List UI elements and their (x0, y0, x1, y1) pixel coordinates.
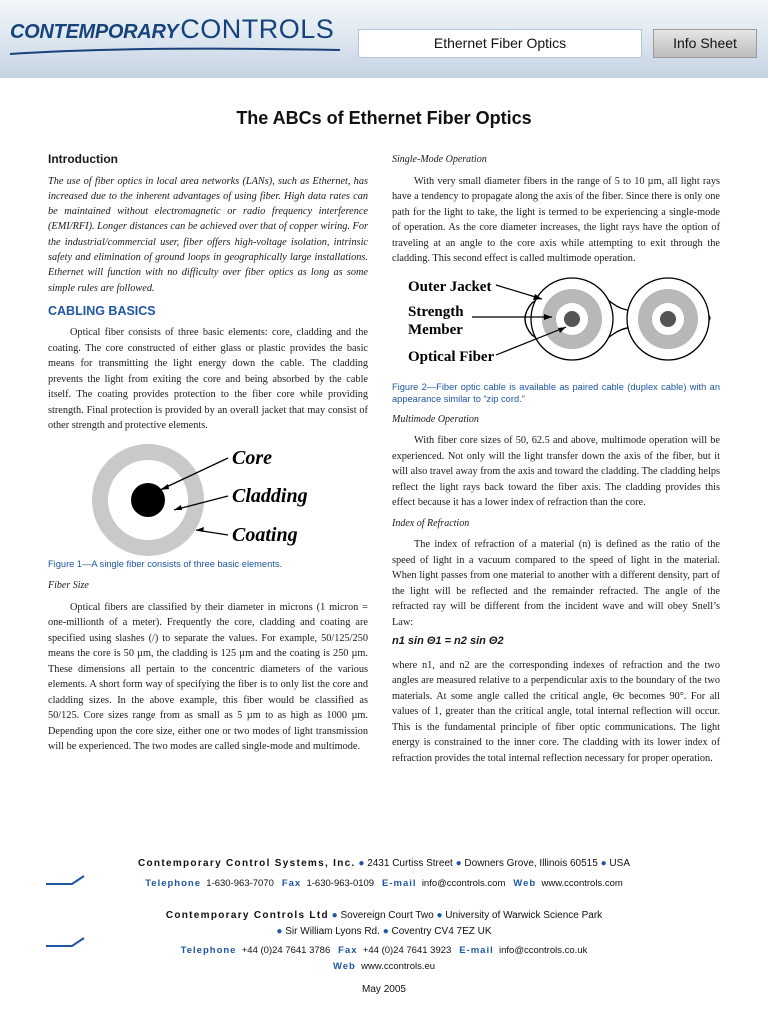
cladding-label: Cladding (232, 484, 308, 507)
refraction-text-2: where n1, and n2 are the corresponding indexes of refraction and the two angles are measured relative to a perpendicular axis to the boundary of the two materials. At some angle called the critical angle, Θc becomes 90°. For all values of 1, greater than the critical angle, total internal reflection will occur. This is the fundamental principle of fiber optic communications. The light energy is constrained to the inner core. The cladding with its lower index of refraction provides the total internal reflection necessary for proper operation. (392, 659, 720, 764)
us-street: 2431 Curtiss Street (367, 858, 453, 869)
uk-road: Sir William Lyons Rd. (285, 926, 380, 937)
figure-1-caption: Figure 1—A single fiber consists of three basic elements. (48, 558, 283, 569)
snells-law-formula: n1 sin Θ1 = n2 sin Θ2 (392, 635, 504, 647)
publication-date: May 2005 (362, 984, 406, 995)
uk-fax-label: Fax (338, 945, 358, 956)
uk-address-line: Contemporary Controls Ltd ● Sovereign Court Two ● University of Warwick Science Park (165, 910, 603, 921)
us-contact-line (0, 878, 768, 889)
uk-footer-swoosh-icon (44, 936, 86, 948)
us-email-link[interactable]: info@ccontrols.com (421, 878, 506, 889)
core-circle (131, 483, 165, 517)
refraction-text: The index of refraction of a material (n) is defined as the ratio of the speed of light in a vacuum compared to the speed of light in the material. When light passes from one material to another with a different density, part of the light will be reflected and the remainder refracted. The angle of the refracted ray will be different from the incident wave and will obey Snell’s Law: (392, 539, 720, 628)
uk-contact-line (0, 945, 768, 956)
cabling-text: Optical fiber consists of three basic elements: core, cladding and the coating. The core constructed of either glass or plastic provides the basic means for transmitting the light energy down the cable. The cladding prevents the light from exiting the core and being absorbed by the cable itself. The coating provides protection to the fiber core while providing strength. Final protection is provided by an overall jacket that may consist of other strength and protective elements. (48, 327, 368, 432)
fiber-size-text: Optical fibers are classified by their diameter in microns (1 micron = one-millionth of a meter). Frequently the core, cladding and coating are specified using slashes (/) to separate the values. For example, 50/125/250 means the core is 50 µm, the cladding is 125 µm and the coating is 250 µm. These dimensions all pertain to the concentric diameters of the various elements. A short form way of specifying the fiber is to only list the core and cladding sizes. In the above example, this fiber would be classified as 50/125. Core sizes range from as small as 5 µm to as high as 1000 µm. Depending upon the core size, either one or two modes of light transmission will be experienced. The two modes are called single-mode and multimode. (48, 601, 368, 753)
fiber-size-heading: Fiber Size (48, 580, 89, 592)
uk-address-line-2: ● Sir William Lyons Rd. ● Coventry CV4 7EZ UK (276, 926, 492, 937)
uk-email-label: E-mail (459, 945, 494, 956)
company-logo (10, 14, 334, 45)
uk-email-link[interactable]: info@ccontrols.co.uk (499, 945, 588, 956)
right-fiber-core (660, 311, 676, 327)
us-footer-swoosh-icon (44, 874, 86, 886)
logo-word-controls: CONTROLS (180, 14, 335, 44)
doc-title-box: Ethernet Fiber Optics (358, 29, 642, 58)
us-fax: 1-630-963-0109 (306, 878, 375, 889)
us-company-name: Contemporary Control Systems, Inc. (138, 858, 356, 869)
us-country: USA (609, 858, 630, 869)
page-title: The ABCs of Ethernet Fiber Optics (236, 108, 532, 128)
intro-heading: Introduction (48, 152, 118, 166)
figure-2-duplex-cable-diagram (392, 273, 720, 379)
logo-word-contemporary: CONTEMPORARY (10, 21, 179, 43)
us-city: Downers Grove, Illinois 60515 (464, 858, 598, 869)
us-web-link[interactable]: www.ccontrols.com (541, 878, 623, 889)
us-fax-label: Fax (281, 878, 302, 889)
multimode-heading: Multimode Operation (392, 413, 479, 425)
cabling-heading: CABLING BASICS (48, 303, 156, 318)
footer (0, 858, 768, 998)
uk-telephone-label: Telephone (180, 945, 237, 956)
uk-city: Coventry CV4 7EZ UK (391, 926, 492, 937)
header-banner (0, 0, 768, 78)
single-mode-heading: Single-Mode Operation (392, 154, 487, 165)
uk-company-name: Contemporary Controls Ltd (165, 910, 329, 921)
single-mode-text: With very small diameter fibers in the range of 5 to 10 µm, all light rays have a tendency to propagate along the axis of the fiber. Since there is only one path for the light to take, the light is termed to be experiencing a single-mode of operation. As the core diameter increases, the light rays have the option of traveling at an angle to the core axis while attempting to exit through the cladding. This second effect is called multimode operation. (392, 175, 720, 264)
us-telephone-label: Telephone (145, 878, 202, 889)
left-fiber-core (564, 311, 580, 327)
uk-web-link[interactable]: www.ccontrols.eu (361, 961, 436, 972)
strength-label-line1: Strength (408, 303, 464, 320)
intro-text: The use of fiber optics in local area networks (LANs), such as Ethernet, has increased due to the inherent advantages of using fiber. High data rates can be maintained without electromagnetic or radio frequency interference (EMI/RFI). Longer distances can be achieved over that of copper wiring. For the industrial/commercial user, fiber offers high-voltage isolation, intrinsic safety and elimination of ground loops in geographically large installations. Ethernet will function with no difficulty over fiber optics as long as some simple rules are followed. (48, 175, 368, 294)
uk-web-line (0, 961, 768, 972)
info-sheet-badge: Info Sheet (653, 29, 757, 58)
core-label: Core (232, 446, 272, 469)
outer-jacket-label: Outer Jacket (408, 278, 492, 295)
coating-label: Coating (232, 523, 298, 546)
uk-science-park: University of Warwick Science Park (445, 910, 603, 921)
figure-2-caption: Figure 2—Fiber optic cable is available as paired cable (duplex cable) with an appearance similar to “zip cord.” (392, 381, 720, 404)
uk-telephone: +44 (0)24 7641 3786 (241, 945, 331, 956)
uk-fax: +44 (0)24 7641 3923 (362, 945, 452, 956)
multimode-text: With fiber core sizes of 50, 62.5 and above, multimode operation will be experienced. Not only will the light transfer down the axis of the fiber, but it will also travel away from the axis and toward the cladding. The cladding helps reflect the light rays back toward the fiber axis. The cladding provides this effect because it has a lower index of refraction than the core. (392, 435, 720, 508)
right-column (392, 152, 720, 766)
uk-address: Sovereign Court Two (340, 910, 434, 921)
left-column (48, 152, 368, 755)
logo-swoosh-icon (10, 44, 340, 60)
uk-web-label: Web (332, 961, 356, 972)
us-telephone: 1-630-963-7070 (206, 878, 274, 889)
us-web-label: Web (513, 878, 537, 889)
figure-1-fiber-diagram (48, 438, 368, 558)
refraction-heading: Index of Refraction (392, 517, 470, 529)
us-email-label: E-mail (382, 878, 417, 889)
optical-fiber-label: Optical Fiber (408, 348, 495, 365)
us-address-line: Contemporary Control Systems, Inc. ● 2431 Curtiss Street ● Downers Grove, Illinois 60515 ● USA (138, 858, 630, 869)
strength-label-line2: Member (408, 321, 463, 338)
